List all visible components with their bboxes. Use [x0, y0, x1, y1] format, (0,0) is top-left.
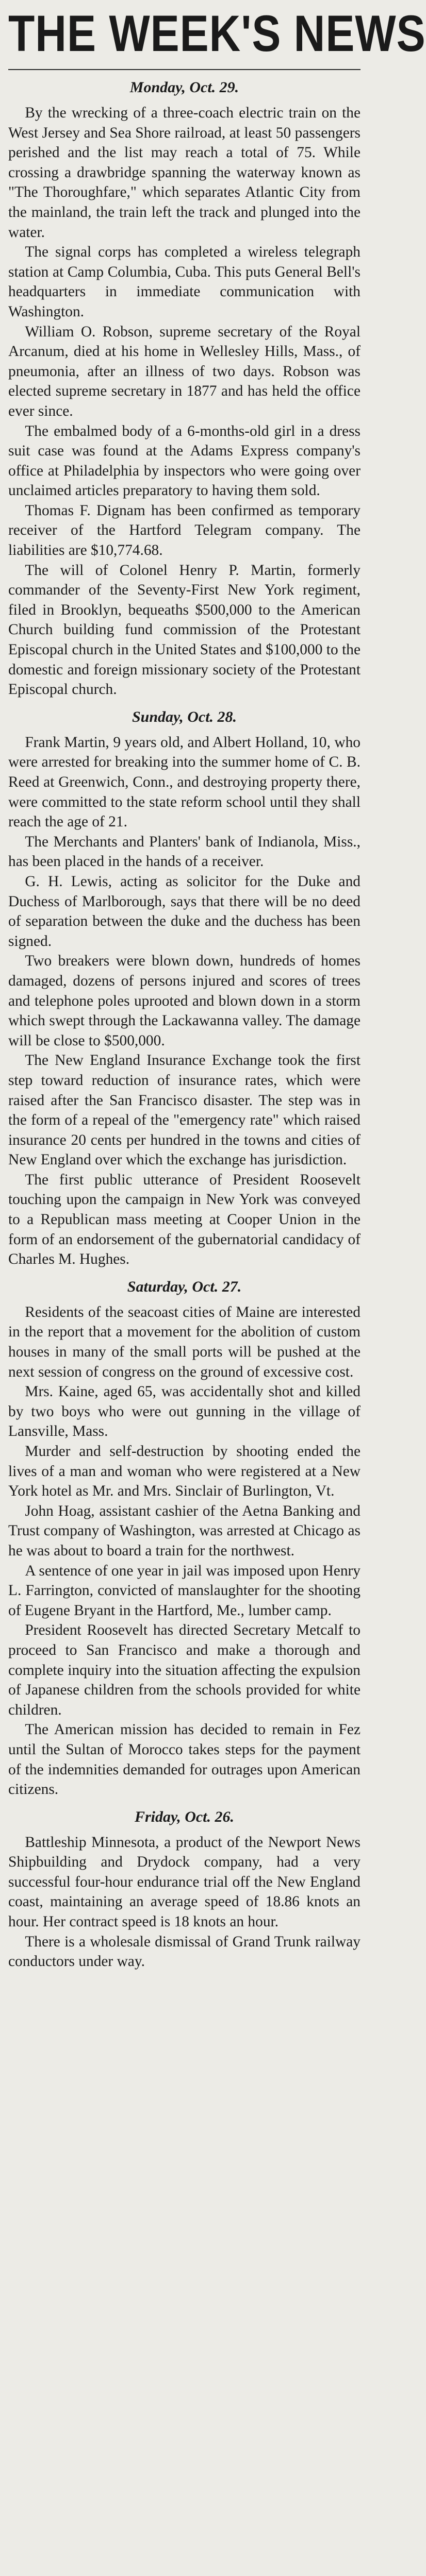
day-section-sunday — [8, 707, 361, 1269]
news-item: A sentence of one year in jail was imposed upon Henry L. Farrington, convicted of manslaughter for the shooting of Eugene Bryant in the Hartford, Me., lumber camp. — [8, 1562, 361, 1619]
masthead-rule — [8, 69, 361, 70]
day-heading: Monday, Oct. 29. — [129, 79, 239, 96]
news-item: G. H. Lewis, acting as solicitor for the Duke and Duchess of Marlborough, says that there will be no deed of separation between the duke and the duchess has been signed. — [8, 873, 361, 950]
masthead-title: THE WEEK'S NEWS — [8, 5, 426, 62]
news-item: The signal corps has completed a wireless telegraph station at Camp Columbia, Cuba. This puts General Bell's headquarters in immediate communication with Washington. — [8, 244, 361, 320]
news-item: Thomas F. Dignam has been confirmed as temporary receiver of the Hartford Telegram company. The liabilities are $10,774.68. — [8, 502, 361, 559]
day-heading: Friday, Oct. 26. — [134, 1808, 235, 1825]
news-item: The New England Insurance Exchange took the first step toward reduction of insurance rates, which were raised after the San Francisco disaster. The step was in the form of a repeal of the "emergency rate" which raised insurance 20 cents per hundred in the towns and cities of New England over which the exchange has jurisdiction. — [8, 1052, 361, 1168]
day-heading: Saturday, Oct. 27. — [127, 1278, 242, 1295]
news-item: Murder and self-destruction by shooting ended the lives of a man and woman who were registered at a New York hotel as Mr. and Mrs. Sinclair of Burlington, Vt. — [8, 1443, 361, 1500]
news-item: Frank Martin, 9 years old, and Albert Holland, 10, who were arrested for breaking into the summer home of C. B. Reed at Greenwich, Conn., and destroying property there, were committed to the state reform school until they shall reach the age of 21. — [8, 734, 361, 831]
day-section-saturday — [8, 1277, 361, 1800]
news-item: Battleship Minnesota, a product of the Newport News Shipbuilding and Drydock company, had a very successful four-hour endurance trial off the New England coast, maintaining an average speed of 18.86 knots an hour. Her contract speed is 18 knots an hour. — [8, 1834, 361, 1930]
news-item: The American mission has decided to remain in Fez until the Sultan of Morocco takes steps for the payment of the indemnities demanded for outrages upon American citizens. — [8, 1721, 361, 1798]
day-heading: Sunday, Oct. 28. — [132, 708, 237, 725]
news-item: Two breakers were blown down, hundreds of homes damaged, dozens of persons injured and scores of trees and telephone poles uprooted and blown down in a storm which swept through the Lackawanna valley. The damage will be close to $500,000. — [8, 953, 361, 1049]
news-item: John Hoag, assistant cashier of the Aetna Banking and Trust company of Washington, was arrested at Chicago as he was about to board a train for the northwest. — [8, 1502, 361, 1559]
news-item: The will of Colonel Henry P. Martin, formerly commander of the Seventy-First New York regiment, filed in Brooklyn, bequeaths $500,000 to the American Church building fund commission of the Protestant Episcopal church in the United States and $100,000 to the domestic and foreign missionary society of the Protestant Episcopal church. — [8, 562, 361, 698]
day-section-friday — [8, 1807, 361, 1972]
news-item: The first public utterance of President Roosevelt touching upon the campaign in New York was conveyed to a Republican mass meeting at Cooper Union in the form of an endorsement of the gubernatorial candidacy of Charles M. Hughes. — [8, 1171, 361, 1268]
news-item: President Roosevelt has directed Secretary Metcalf to proceed to San Francisco and make a thorough and complete inquiry into the situation affecting the expulsion of Japanese children from the schools provided for white children. — [8, 1622, 361, 1718]
news-item: There is a wholesale dismissal of Grand Trunk railway conductors under way. — [8, 1933, 361, 1970]
news-item: By the wrecking of a three-coach electric train on the West Jersey and Sea Shore railroad, at least 50 passengers perished and the list may reach a total of 75. While crossing a drawbridge spanning the waterway known as "The Thoroughfare," which separates Atlantic City from the mainland, the train left the track and plunged into the water. — [8, 105, 361, 241]
news-item: The embalmed body of a 6-months-old girl in a dress suit case was found at the Adams Express company's office at Philadelphia by inspectors who were going over unclaimed articles preparatory to having them sold. — [8, 422, 361, 499]
news-item: The Merchants and Planters' bank of Indianola, Miss., has been placed in the hands of a receiver. — [8, 833, 361, 870]
news-item: William O. Robson, supreme secretary of the Royal Arcanum, died at his home in Wellesley Hills, Mass., of pneumonia, after an illness of two days. Robson was elected supreme secretary in 1877 and has held the office ever since. — [8, 323, 361, 419]
news-item: Residents of the seacoast cities of Maine are interested in the report that a movement for the abolition of custom houses in many of the small ports will be pushed at the next session of congress on the ground of excessive cost. — [8, 1303, 361, 1380]
news-item: Mrs. Kaine, aged 65, was accidentally shot and killed by two boys who were out gunning in the village of Lansville, Mass. — [8, 1383, 361, 1440]
day-section-monday — [8, 77, 361, 700]
